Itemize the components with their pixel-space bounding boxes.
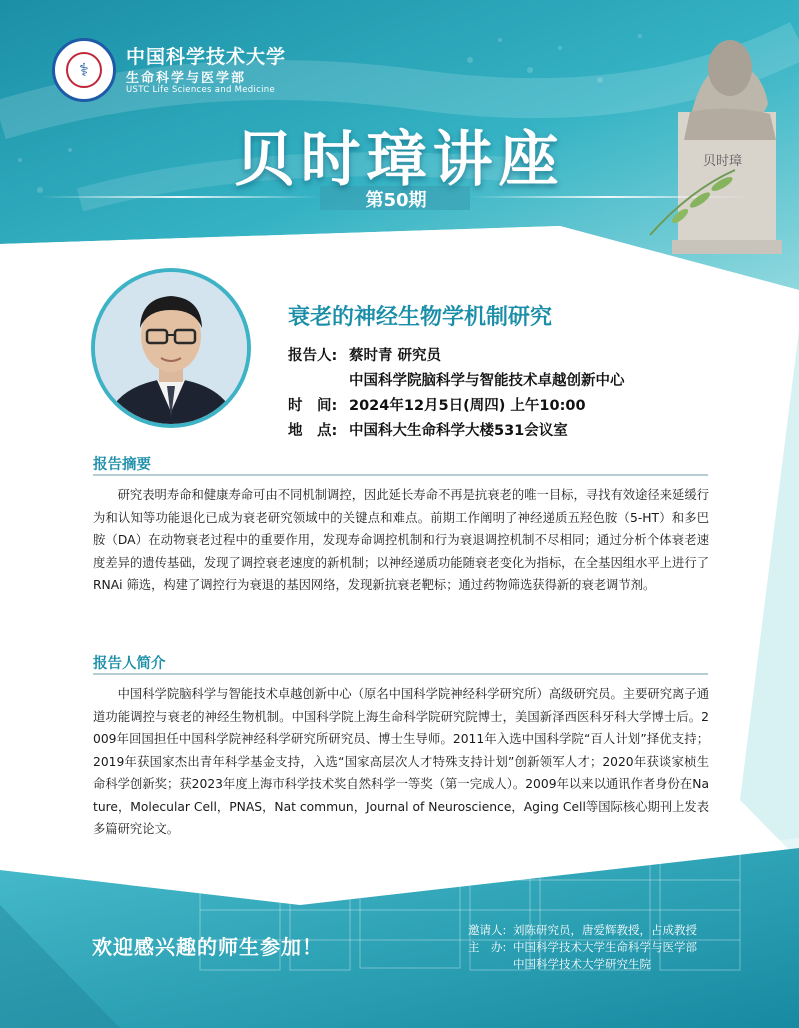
- host-label: 主 办:: [468, 940, 507, 954]
- speaker-affiliation: 中国科学院脑科学与智能技术卓越创新中心: [349, 373, 625, 389]
- speaker-label: 报告人:: [288, 348, 338, 364]
- department-english-name: USTC Life Sciences and Medicine: [126, 85, 276, 95]
- inviter-label: 邀请人:: [468, 923, 507, 937]
- abstract-heading: 报告摘要: [93, 457, 151, 473]
- talk-time: 2024年12月5日(周四) 上午10:00: [349, 398, 586, 414]
- speaker-photo: [91, 268, 251, 428]
- speaker-name: 蔡时青 研究员: [349, 348, 442, 364]
- host-organizer-1: 中国科学技术大学生命科学与医学部: [513, 940, 697, 954]
- abstract-divider: [93, 474, 708, 476]
- host-organizer-2: 中国科学技术大学研究生院: [513, 957, 651, 971]
- series-title: 贝时璋讲座: [234, 125, 565, 195]
- talk-place: 中国科大生命科学大楼531会议室: [349, 423, 568, 439]
- department-name: 生命科学与医学部: [126, 71, 247, 86]
- issue-number: 第50期: [365, 190, 427, 211]
- bio-heading: 报告人简介: [93, 656, 166, 672]
- talk-title: 衰老的神经生物学机制研究: [288, 305, 553, 330]
- place-label: 地 点:: [288, 423, 338, 439]
- bio-divider: [93, 673, 708, 675]
- university-logo: [52, 38, 116, 102]
- caduceus-icon: ⚕: [66, 52, 102, 88]
- speaker-portrait: [95, 272, 247, 424]
- inviters: 刘陈研究员，唐爱辉教授，占成教授: [513, 923, 697, 937]
- time-label: 时 间:: [288, 398, 338, 414]
- bio-text: 中国科学院脑科学与智能技术卓越创新中心（原名中国科学院神经科学研究所）高级研究员。主要研究离子通道功能调控与衰老的神经生物机制。中国科学院上海生命科学院研究院博士，美国新泽西医科牙科大学博士后。2009年回国担任中国科学院神经科学研究所研究员、博士生导师。2011年入选中国科学院“百人计划”择优支持；2019年获国家杰出青年科学基金支持，入选“国家高层次人才特殊支持计划”创新领军人才；2020年获谈家桢生命科学创新奖；获2023年度上海市科学技术奖自然科学一等奖（第一完成人）。2009年以来以通讯作者身份在Nature，Molecular Cell，PNAS，Nat commun，Journal of Neuroscience，Aging Cell等国际核心期刊上发表多篇研究论文。: [93, 687, 709, 836]
- statue-label: 贝时璋: [703, 154, 743, 169]
- abstract-text: 研究表明寿命和健康寿命可由不同机制调控，因此延长寿命不再是抗衰老的唯一目标，寻找有效途径来延缓行为和认知等功能退化已成为衰老研究领域中的关键点和难点。前期工作阐明了神经递质五羟色胺（5-HT）和多巴胺（DA）在动物衰老过程中的重要作用，发现寿命调控机制和行为衰退调控机制不尽相同；通过分析个体衰老速度差异的遗传基础，发现了调控衰老速度的新机制；以神经递质功能随衰老变化为指标，在全基因组水平上进行了RNAi 筛选，构建了调控行为衰退的基因网络，发现新抗衰老靶标；通过药物筛选获得新的衰老调节剂。: [93, 488, 709, 592]
- welcome-text: 欢迎感兴趣的师生参加！: [92, 935, 323, 959]
- university-name: 中国科学技术大学: [126, 46, 287, 68]
